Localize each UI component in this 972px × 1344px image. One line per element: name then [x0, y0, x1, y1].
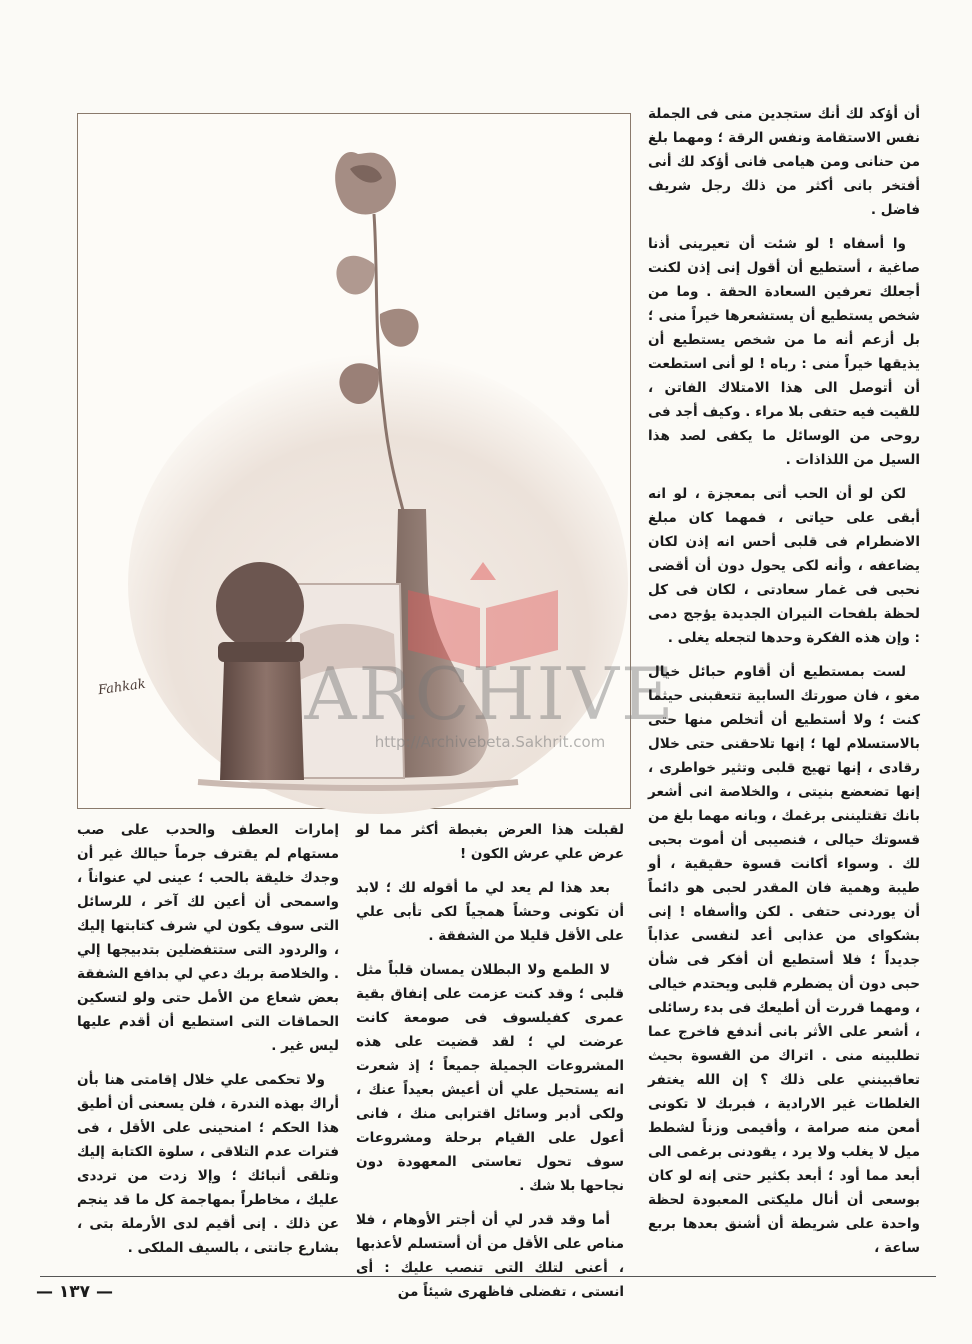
paragraph: وا أسفاه ! لو شئت أن تعيرينى أذنا صاغية ، أستطيع أن أقول إنى إذن لكنت أجعلك تعرفين السعادة الحقة . وما من شخص يستطيع أن يستشعرها خيراً منى ؛ بل أزعم أنه ما من شخص يستطيع أن يذيقها خيراً منى : رباه ! لو أنى استطعت أن أتوصل الى هذا الامتلاك الفاتن ، للقيت فيه حتفى بلا مراء . وكيف أجد فى روحى من الوسائل ما يكفى لصد هذا السيل من اللذاذات .: [648, 236, 920, 468]
paragraph: لست بمستطيع أن أقاوم حبائل خيال مغو ، فان صورتك السابية تتعقبنى حيثما كنت ؛ ولا أستطيع أن أتخلص منها حتى بالاستسلام لها ؛ إنها تلاحقنى حتى خلال رقادى ، إنها تهيج قلبى وتثير خواطرى ، إنها تضعضع بنيتى ، والخلاصة انى أشعر بانك تقتليننى برغمك ، وبانه مهما بلغ من قسوتك حيالى ، فنصيبى أن أموت بحبى لك . وسواء أكانت قسوة حقيقية ، أو طيبة وهمية فان المقدر لحبى هو دائماً أن يوردنى حتفى . لكن واأسفاه ! إنى بشكواى من عذابى أعد لنفسى عذاباً جديداً ؛ فلا أستطيع أن أفكر فى شأن حبى دون أن يضطرم قلبى ويحتدم خيالى ، ومهما قررت أن أطيعك فى بدء رسائلى ، أشعر على الأثر بانى أندفع فاخرج عما تطلبينه منى . اتراك من القسوة بحيث تعاقبينني على ذلك ؟ إن الله يغتفر الغلطات غير الارادية ، فبربك لا تكونى أمعن منه صرامة ، وأقيمى وزناً لشطط ميل لا يغلب ولا يرد ، يقودنى برغمى الى أبعد مما أود ؛ أبعد بكثير حتى إنه لو كان بوسعى أن أنال مليكتى المعبودة لحظة واحدة على شريطة أن أشنق بعدها بربع ساعة ،: [648, 664, 920, 1256]
text-column-left: [77, 818, 339, 1266]
jar-body: [220, 662, 304, 780]
watermark-word: ARCHIVE: [304, 652, 676, 736]
footer-rule: [40, 1276, 936, 1277]
paragraph: أن أؤكد لك أنك ستجدين منى فى الجملة نفس الاستقامة ونفس الرقة ؛ ومهما بلغ من حنانى ومن هيامى فانى أؤكد لك أنى أفتخر بانى أكثر من ذلك رجل شريف فاضل .: [648, 106, 920, 218]
paragraph: لقبلت هذا العرض بغبطة أكثر مما لو عرض علي عرش الكون !: [356, 822, 624, 862]
watermark-url: http://Archivebeta.Sakhrit.com: [374, 733, 606, 751]
leaf-upper: [336, 256, 374, 295]
paragraph: لا الطمع ولا البطلان يمسان قلباً مثل قلبى ؛ وقد كنت عزمت على إنفاق بقية عمرى كفيلسوف فى صومعة كانت عرضت لي ؛ لقد قضيت على هذه المشروعات الجميلة جميعاً ؛ إذ شعرت انه يستحيل علي أن أعيش بعيداً عنك ، ولكى أدبر وسائل اقترابى منك ، فانى أعول على القيام برحلة ومشروعات سوف تحول تعاستى المعهودة دون نجاحها بلا شك .: [356, 962, 624, 1194]
artist-signature: Fahkak: [97, 676, 147, 699]
paragraph: إمارات العطف والحدب على صب مستهام لم يقترف جرماً حيالك غير أن وجدك خليقة بالحب ؛ عينى لي عنواناً ، واسمحى أن أعين لك آخر ، للرسائل التى سوف يكون لي شرف كتابتها إليك ، والردود التى ستتفضلين بتدبيجها إلي . والخلاصة بربك دعي لي بدافع الشفقة بعض شعاع من الأمل حتى ولو لتسكين الحماقات التى استطيع أن أقدم عليها ليس غير .: [77, 822, 339, 1054]
page-number: — ١٣٧ —: [36, 1282, 113, 1302]
paragraph: أما وقد قدر لي أن أجتر الأوهام ، فلا مناص على الأقل من أن أستسلم لأعذبها ، أعنى لتلك التى تنصب عليك : أى انستى ، تفضلى فاظهرى شيئاً من: [356, 1212, 624, 1300]
text-column-middle: [356, 818, 624, 1300]
jar-lid-knob: [216, 562, 304, 650]
paragraph: بعد هذا لم يعد لي ما أقوله لك ؛ لابد أن تكونى وحشاً همجياً لكى تأبى علي على الأقل قليلا من الشفقة .: [356, 880, 624, 944]
leaf-middle: [380, 309, 419, 347]
paragraph: ولا تحكمى علي خلال إقامتى هنا بأن أراك بهذه الندرة ، فلن يسعنى أن أطيق هذا الحكم ؛ امنحينى على الأقل ، فى فترات عدم التلاقى ، سلوة الكتابة إليك وتلقى أنبائك ؛ وإلا زدت من ترددى عليك ، مخاطراً بمهاجمة كل ما قد ينجم عن ذلك . إنى أقيم لدى الأرملة بتى ، بشارع جانتى ، بالسيف الملكى .: [77, 1072, 339, 1256]
jar-lid: [218, 642, 304, 662]
rose-head: [335, 152, 396, 214]
paragraph: لكن لو أن الحب أتى بمعجزة ، لو انه أبقى على حياتى ، فمهما كان مبلغ الاضطرام فى قلبى أحس انه إذن لكان يضاعفه ، وأنه لكى يحول دون أن أقضى نحبى فى غمار سعادتى ، لكان فى كل لحظة بلفحات النيران الجديدة يؤجج دمى : وإن هذه الفكرة وحدها لتجعله يغلى .: [648, 486, 920, 646]
text-column-right: [648, 102, 920, 1264]
